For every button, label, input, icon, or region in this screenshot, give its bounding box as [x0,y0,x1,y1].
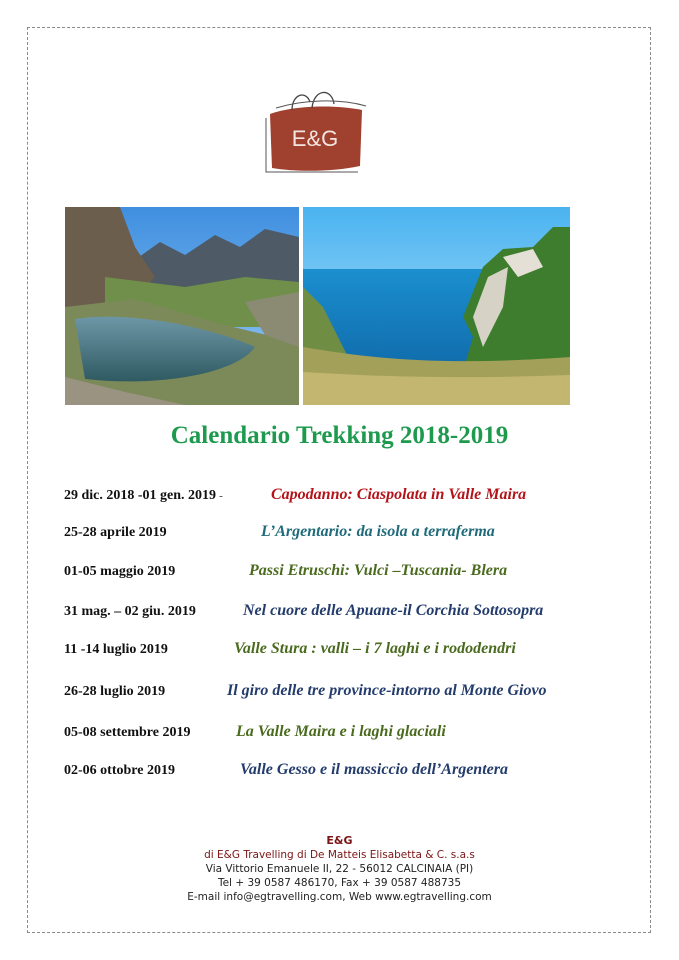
event-row [0,763,679,787]
event-date: 26-28 luglio 2019 [64,684,166,699]
page-title: Calendario Trekking 2018-2019 [170,422,509,449]
event-name: La Valle Maira e i laghi glaciali [236,723,446,740]
event-row [0,525,679,549]
event-name: Passi Etruschi: Vulci –Tuscania- Blera [249,562,508,579]
event-name: Il giro delle tre province-intorno al Monte Giovo [227,682,547,699]
event-date: 29 dic. 2018 -01 gen. 2019 - [64,488,223,503]
event-row [0,684,679,708]
event-row [0,642,679,666]
footer-brand: E&G [326,834,353,847]
event-name: Capodanno: Ciaspolata in Valle Maira [271,486,527,503]
footer-contact: E-mail info@egtravelling.com, Web www.egtravelling.com [187,891,492,903]
event-name: Valle Stura : valli – i 7 laghi e i rododendri [234,640,516,657]
event-row [0,725,679,749]
event-name: Valle Gesso e il massiccio dell’Argentera [240,761,508,778]
event-name: L’Argentario: da isola a terraferma [261,523,495,540]
event-date-dash: - [219,490,223,502]
eg-logo [262,88,368,174]
event-name: Nel cuore delle Apuane-il Corchia Sottosopra [243,602,544,619]
event-row [0,604,679,628]
event-row [0,564,679,588]
footer [0,834,679,904]
footer-address: Via Vittorio Emanuele II, 22 - 56012 CALCINAIA (PI) [205,863,474,875]
event-date: 05-08 settembre 2019 [64,725,191,740]
event-date: 25-28 aprile 2019 [64,525,167,540]
event-row [0,488,679,512]
event-date: 11 -14 luglio 2019 [64,642,168,657]
event-date: 02-06 ottobre 2019 [64,763,175,778]
footer-phone: Tel + 39 0587 486170, Fax + 39 0587 488735 [217,877,462,889]
sea-cliffs-photo [303,207,570,405]
event-date: 31 mag. – 02 giu. 2019 [64,604,196,619]
event-date: 01-05 maggio 2019 [64,564,176,579]
logo-text: E&G [291,126,339,151]
footer-company: di E&G Travelling di De Matteis Elisabetta & C. s.a.s [204,849,475,861]
mountain-lake-photo [65,207,299,405]
